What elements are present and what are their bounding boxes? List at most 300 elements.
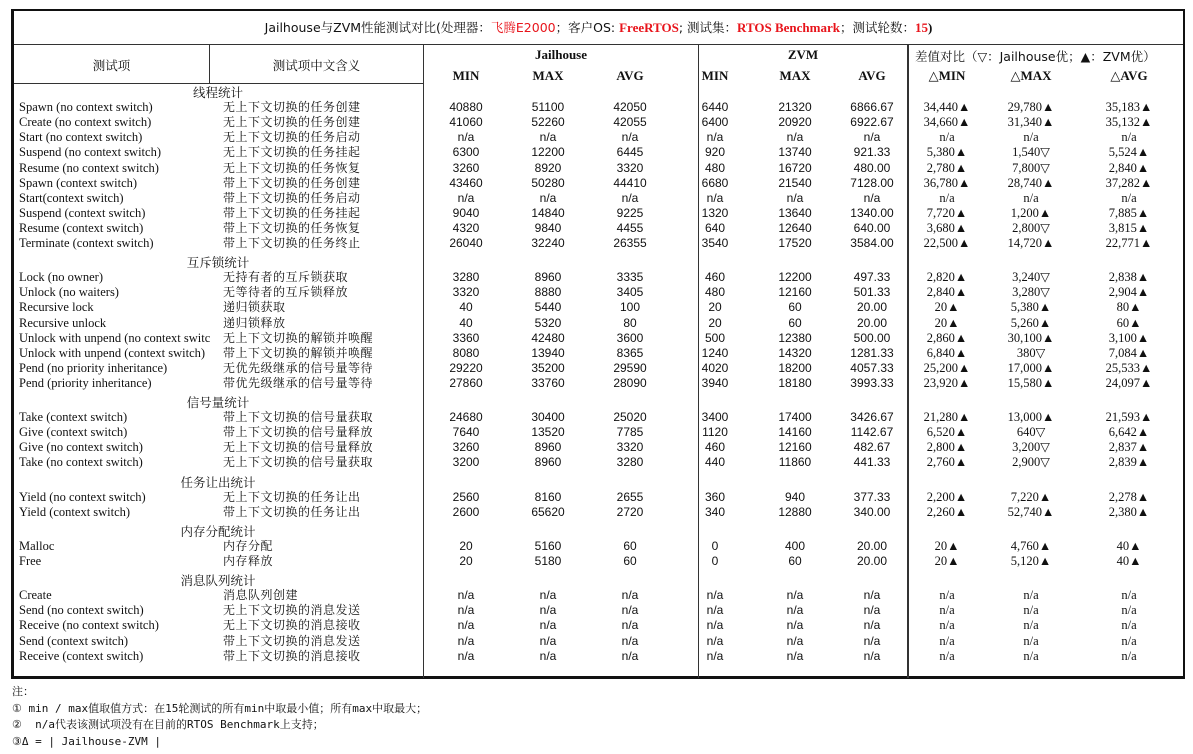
test-item-meaning: 无持有者的互斥锁获取 xyxy=(223,270,349,285)
delta-min: 2,780▲ xyxy=(926,160,968,175)
table-row xyxy=(14,145,1183,160)
jailhouse-avg: 2655 xyxy=(616,489,644,504)
delta-avg: 2,840▲ xyxy=(1108,160,1150,175)
header-test-meaning: 测试项中文含义 xyxy=(272,58,361,73)
zvm-min: 500 xyxy=(704,330,726,345)
jailhouse-max: 8960 xyxy=(534,440,562,455)
table-row xyxy=(14,588,1183,603)
jailhouse-min: 40 xyxy=(459,300,473,315)
zvm-avg: n/a xyxy=(863,130,881,145)
delta-avg: 2,904▲ xyxy=(1108,285,1150,300)
delta-max: 31,340▲ xyxy=(1007,115,1055,130)
zvm-min: 20 xyxy=(708,300,722,315)
test-item-meaning: 带优先级继承的信号量等待 xyxy=(223,375,374,390)
jailhouse-max: 33760 xyxy=(531,375,565,390)
jailhouse-max: 14840 xyxy=(531,205,565,220)
zvm-max: 12880 xyxy=(778,504,812,519)
zvm-avg: n/a xyxy=(863,588,881,603)
zvm-max: 12160 xyxy=(778,440,812,455)
section-title: 消息队列统计 xyxy=(180,573,256,589)
note-1: ① min / max值取值方式：在15轮测试的所有min中取最小值；所有max中取最大； xyxy=(12,701,428,715)
zvm-max: 11860 xyxy=(778,455,812,470)
zvm-min: 3940 xyxy=(701,375,729,390)
delta-max: n/a xyxy=(1023,190,1039,205)
delta-min: 34,440▲ xyxy=(923,100,971,115)
jailhouse-min: 4320 xyxy=(452,220,480,235)
header-z-min: MIN xyxy=(701,68,729,83)
zvm-avg: 4057.33 xyxy=(850,360,894,375)
zvm-max: 20920 xyxy=(778,115,812,130)
jailhouse-avg: n/a xyxy=(621,190,639,205)
header-z-max: MAX xyxy=(779,68,811,83)
jailhouse-avg: 7785 xyxy=(616,425,644,440)
zvm-max: 17520 xyxy=(778,236,812,250)
zvm-max: 60 xyxy=(788,554,802,568)
jailhouse-min: 20 xyxy=(459,538,473,553)
jailhouse-min: 8080 xyxy=(452,345,480,360)
zvm-avg: 3993.33 xyxy=(850,375,894,390)
delta-max: 3,280▽ xyxy=(1012,285,1050,300)
delta-avg: n/a xyxy=(1121,633,1137,648)
delta-min: 20▲ xyxy=(934,538,960,553)
delta-max: 1,540▽ xyxy=(1012,145,1050,160)
zvm-min: 1120 xyxy=(702,425,728,440)
zvm-min: 6680 xyxy=(701,175,729,190)
delta-avg: 7,084▲ xyxy=(1108,345,1150,360)
test-item-meaning: 无上下文切换的任务让出 xyxy=(223,489,361,504)
delta-min: n/a xyxy=(939,648,955,663)
table-row xyxy=(14,376,1183,391)
zvm-max: 12160 xyxy=(778,285,812,300)
zvm-max: 940 xyxy=(784,489,806,504)
delta-max: 7,800▽ xyxy=(1012,160,1050,175)
jailhouse-avg: 2720 xyxy=(616,504,644,519)
jailhouse-avg: 80 xyxy=(623,315,637,330)
zvm-min: n/a xyxy=(706,603,724,618)
delta-min: 36,780▲ xyxy=(923,175,971,190)
header-d-min: △MIN xyxy=(928,68,966,83)
delta-avg: 2,838▲ xyxy=(1108,270,1150,285)
jailhouse-max: 32240 xyxy=(531,236,565,250)
delta-max: n/a xyxy=(1023,618,1039,633)
test-item-meaning: 无优先级继承的信号量等待 xyxy=(223,360,374,375)
test-item-meaning: 带上下文切换的任务恢复 xyxy=(223,220,361,235)
jailhouse-max: 52260 xyxy=(531,115,565,130)
jailhouse-min: 7640 xyxy=(452,425,480,440)
table-row xyxy=(14,130,1183,145)
zvm-max: 13640 xyxy=(778,205,812,220)
zvm-max: 17400 xyxy=(778,410,812,425)
delta-max: n/a xyxy=(1023,130,1039,145)
jailhouse-avg: 3320 xyxy=(616,160,644,175)
jailhouse-max: 9840 xyxy=(534,220,562,235)
delta-max: 380▽ xyxy=(1016,345,1046,360)
test-item-name: Unlock with unpend (context switch) xyxy=(19,345,206,360)
delta-avg: 6,642▲ xyxy=(1108,425,1150,440)
zvm-min: 0 xyxy=(711,554,719,568)
title-sep-3: ；测试轮数： xyxy=(839,20,915,35)
zvm-max: 21320 xyxy=(778,100,812,115)
zvm-max: 18200 xyxy=(778,360,812,375)
zvm-min: n/a xyxy=(706,190,724,205)
delta-avg: 2,837▲ xyxy=(1108,440,1150,455)
delta-max: 30,100▲ xyxy=(1007,330,1055,345)
jailhouse-min: n/a xyxy=(457,588,475,603)
jailhouse-min: 6300 xyxy=(452,145,480,160)
delta-min: n/a xyxy=(939,603,955,618)
jailhouse-max: 8960 xyxy=(534,455,562,470)
header-diff: 差值对比（▽：Jailhouse优；▲：ZVM优） xyxy=(915,49,1156,64)
delta-avg: 7,885▲ xyxy=(1108,205,1150,220)
divider xyxy=(14,83,423,84)
zvm-min: 460 xyxy=(704,270,726,285)
zvm-max: 14320 xyxy=(778,345,812,360)
zvm-min: 360 xyxy=(704,489,726,504)
jailhouse-max: 5160 xyxy=(534,538,562,553)
section-title: 线程统计 xyxy=(192,85,243,100)
zvm-avg: 640.00 xyxy=(853,220,891,235)
test-item-meaning: 带上下文切换的消息发送 xyxy=(223,633,361,648)
table-row xyxy=(14,236,1183,251)
note-heading: 注： xyxy=(12,685,34,698)
zvm-max: 12200 xyxy=(778,270,812,285)
table-row xyxy=(14,634,1183,649)
delta-min: n/a xyxy=(939,618,955,633)
note-3: ③Δ = | Jailhouse-ZVM | xyxy=(12,734,161,748)
table-row xyxy=(14,161,1183,176)
zvm-max: n/a xyxy=(786,588,804,603)
test-item-name: Terminate (context switch) xyxy=(19,236,154,250)
jailhouse-min: 27860 xyxy=(449,375,483,390)
zvm-max: 16720 xyxy=(778,160,812,175)
test-item-name: Create xyxy=(19,588,52,603)
zvm-max: 400 xyxy=(784,538,806,553)
delta-max: 5,260▲ xyxy=(1010,315,1052,330)
jailhouse-avg: n/a xyxy=(621,130,639,145)
delta-max: 29,780▲ xyxy=(1007,100,1055,115)
jailhouse-max: 65620 xyxy=(531,504,565,519)
delta-avg: 25,533▲ xyxy=(1105,360,1153,375)
zvm-min: 480 xyxy=(704,160,726,175)
delta-max: 640▽ xyxy=(1016,425,1046,440)
table-row xyxy=(14,285,1183,300)
jailhouse-min: 3280 xyxy=(452,270,480,285)
test-item-meaning: 无上下文切换的信号量获取 xyxy=(223,455,374,470)
delta-avg: 80▲ xyxy=(1116,300,1142,315)
test-item-meaning: 递归锁释放 xyxy=(223,315,286,330)
jailhouse-min: n/a xyxy=(457,190,475,205)
delta-min: n/a xyxy=(939,588,955,603)
delta-avg: 21,593▲ xyxy=(1105,410,1153,425)
test-item-meaning: 带上下文切换的信号量释放 xyxy=(223,425,374,440)
test-item-name: Resume (context switch) xyxy=(19,220,144,235)
delta-min: n/a xyxy=(939,130,955,145)
delta-min: 20▲ xyxy=(934,300,960,315)
table-row xyxy=(14,425,1183,440)
table-row xyxy=(14,554,1183,569)
test-item-meaning: 带上下文切换的任务终止 xyxy=(223,236,361,250)
zvm-avg: 3426.67 xyxy=(850,410,894,425)
test-item-name: Unlock (no waiters) xyxy=(19,285,119,300)
zvm-min: 20 xyxy=(708,315,722,330)
delta-avg: n/a xyxy=(1121,130,1137,145)
jailhouse-min: 9040 xyxy=(452,205,480,220)
table-row xyxy=(14,300,1183,315)
delta-min: 7,720▲ xyxy=(926,205,968,220)
test-item-name: Take (context switch) xyxy=(19,410,128,425)
zvm-max: 18180 xyxy=(778,375,812,390)
zvm-avg: 6922.67 xyxy=(850,115,894,130)
test-item-name: Take (no context switch) xyxy=(19,455,143,470)
table-row xyxy=(14,346,1183,361)
jailhouse-max: n/a xyxy=(539,603,557,618)
delta-max: n/a xyxy=(1023,603,1039,618)
test-item-name: Recursive unlock xyxy=(19,315,107,330)
test-item-meaning: 无上下文切换的任务挂起 xyxy=(223,145,361,160)
header-zvm: ZVM xyxy=(787,47,819,62)
jailhouse-avg: 25020 xyxy=(613,410,647,425)
zvm-avg: n/a xyxy=(863,648,881,663)
table-row xyxy=(14,455,1183,470)
delta-avg: n/a xyxy=(1121,190,1137,205)
jailhouse-avg: n/a xyxy=(621,648,639,663)
test-item-name: Lock (no owner) xyxy=(19,270,103,285)
title-guest-os: FreeRTOS xyxy=(619,20,679,35)
title-sep-2: ; 测试集： xyxy=(678,20,738,35)
jailhouse-min: n/a xyxy=(457,633,475,648)
table-row xyxy=(14,100,1183,115)
delta-max: 2,900▽ xyxy=(1012,455,1050,470)
zvm-avg: 482.67 xyxy=(853,440,891,455)
jailhouse-avg: 44410 xyxy=(613,175,647,190)
jailhouse-min: 41060 xyxy=(449,115,483,130)
jailhouse-avg: 3280 xyxy=(616,455,644,470)
zvm-avg: 20.00 xyxy=(856,538,888,553)
jailhouse-max: 8160 xyxy=(534,489,562,504)
delta-min: 20▲ xyxy=(934,554,960,568)
test-item-name: Receive (no context switch) xyxy=(19,618,159,633)
jailhouse-avg: n/a xyxy=(621,588,639,603)
jailhouse-min: 24680 xyxy=(449,410,483,425)
header-j-avg: AVG xyxy=(616,68,644,83)
jailhouse-max: 5320 xyxy=(534,315,562,330)
delta-min: 2,200▲ xyxy=(926,489,968,504)
delta-max: n/a xyxy=(1023,648,1039,663)
test-item-meaning: 无上下文切换的消息接收 xyxy=(223,618,361,633)
test-item-name: Resume (no context switch) xyxy=(19,160,159,175)
jailhouse-avg: n/a xyxy=(621,633,639,648)
zvm-avg: 441.33 xyxy=(853,455,891,470)
note-2: ② n/a代表该测试项没有在目前的RTOS Benchmark上支持； xyxy=(12,718,324,731)
jailhouse-max: 42480 xyxy=(531,330,565,345)
jailhouse-min: 3260 xyxy=(452,160,480,175)
zvm-max: n/a xyxy=(786,130,804,145)
delta-max: 15,580▲ xyxy=(1007,375,1055,390)
delta-max: n/a xyxy=(1023,588,1039,603)
test-item-name: Give (context switch) xyxy=(19,425,128,440)
section-title: 任务让出统计 xyxy=(180,474,256,490)
jailhouse-max: 8920 xyxy=(534,160,562,175)
table-row xyxy=(14,191,1183,206)
zvm-min: n/a xyxy=(706,648,724,663)
test-item-name: Free xyxy=(19,554,42,568)
jailhouse-max: n/a xyxy=(539,648,557,663)
zvm-min: 4020 xyxy=(701,360,729,375)
zvm-min: 480 xyxy=(704,285,726,300)
section-header xyxy=(14,475,1183,490)
zvm-min: n/a xyxy=(706,618,724,633)
delta-max: 5,380▲ xyxy=(1010,300,1052,315)
test-item-name: Send (no context switch) xyxy=(19,603,144,618)
test-item-meaning: 无上下文切换的任务启动 xyxy=(223,130,361,145)
jailhouse-min: 29220 xyxy=(449,360,483,375)
test-item-meaning: 无上下文切换的任务创建 xyxy=(223,115,361,130)
zvm-min: 1320 xyxy=(701,205,729,220)
jailhouse-max: n/a xyxy=(539,190,557,205)
zvm-max: 13740 xyxy=(778,145,812,160)
delta-max: n/a xyxy=(1023,633,1039,648)
test-item-meaning: 内存释放 xyxy=(223,554,274,568)
delta-min: 22,500▲ xyxy=(923,236,971,250)
jailhouse-max: 13940 xyxy=(531,345,565,360)
zvm-max: n/a xyxy=(786,618,804,633)
title-prefix: Jailhouse与ZVM性能测试对比(处理器： xyxy=(264,20,491,35)
title-sep-1: ；客户OS: xyxy=(555,20,620,35)
header-j-min: MIN xyxy=(452,68,480,83)
zvm-avg: 921.33 xyxy=(853,145,891,160)
test-item-meaning: 带上下文切换的解锁并唤醒 xyxy=(223,345,374,360)
delta-avg: n/a xyxy=(1121,588,1137,603)
zvm-avg: 501.33 xyxy=(853,285,891,300)
table-row xyxy=(14,440,1183,455)
jailhouse-avg: 4455 xyxy=(616,220,644,235)
delta-avg: 3,815▲ xyxy=(1108,220,1150,235)
jailhouse-avg: n/a xyxy=(621,618,639,633)
jailhouse-min: n/a xyxy=(457,130,475,145)
zvm-avg: 480.00 xyxy=(853,160,891,175)
zvm-min: n/a xyxy=(706,588,724,603)
delta-min: 6,520▲ xyxy=(926,425,968,440)
jailhouse-min: 2600 xyxy=(452,504,480,519)
test-item-name: Receive (context switch) xyxy=(19,648,144,663)
section-title: 内存分配统计 xyxy=(180,523,256,539)
delta-min: 3,680▲ xyxy=(926,220,968,235)
zvm-avg: 20.00 xyxy=(856,554,888,568)
delta-avg: 60▲ xyxy=(1116,315,1142,330)
jailhouse-avg: 8365 xyxy=(616,345,644,360)
jailhouse-avg: 29590 xyxy=(613,360,647,375)
jailhouse-max: n/a xyxy=(539,633,557,648)
zvm-min: 3540 xyxy=(701,236,729,250)
jailhouse-max: 8960 xyxy=(534,270,562,285)
jailhouse-avg: 28090 xyxy=(613,375,647,390)
jailhouse-min: 3360 xyxy=(452,330,480,345)
test-item-name: Suspend (context switch) xyxy=(19,205,146,220)
zvm-avg: 7128.00 xyxy=(850,175,894,190)
zvm-min: n/a xyxy=(706,130,724,145)
zvm-avg: n/a xyxy=(863,618,881,633)
jailhouse-min: 40 xyxy=(459,315,473,330)
delta-min: 23,920▲ xyxy=(923,375,971,390)
zvm-min: 920 xyxy=(704,145,726,160)
title-processor: 飞腾E2000 xyxy=(490,20,556,35)
test-item-meaning: 无上下文切换的信号量释放 xyxy=(223,440,374,455)
test-item-meaning: 递归锁获取 xyxy=(223,300,286,315)
zvm-avg: 6866.67 xyxy=(850,100,894,115)
header-test-item: 测试项 xyxy=(92,58,131,73)
header-jailhouse: Jailhouse xyxy=(534,47,587,62)
jailhouse-avg: n/a xyxy=(621,603,639,618)
jailhouse-min: n/a xyxy=(457,648,475,663)
test-item-meaning: 带上下文切换的任务启动 xyxy=(223,190,361,205)
delta-avg: 5,524▲ xyxy=(1108,145,1150,160)
jailhouse-max: 5180 xyxy=(534,554,562,568)
jailhouse-min: 40880 xyxy=(449,100,483,115)
test-item-meaning: 无等待者的互斥锁释放 xyxy=(223,285,349,300)
jailhouse-min: 20 xyxy=(459,554,473,568)
delta-min: 21,280▲ xyxy=(923,410,971,425)
test-item-meaning: 带上下文切换的任务创建 xyxy=(223,175,361,190)
section-header xyxy=(14,573,1183,588)
zvm-avg: 20.00 xyxy=(856,315,888,330)
zvm-avg: 497.33 xyxy=(853,270,891,285)
delta-min: 5,380▲ xyxy=(926,145,968,160)
zvm-min: 640 xyxy=(704,220,726,235)
footnotes xyxy=(12,684,427,750)
delta-max: 52,740▲ xyxy=(1007,504,1055,519)
zvm-avg: 340.00 xyxy=(853,504,891,519)
delta-avg: 2,839▲ xyxy=(1108,455,1150,470)
zvm-min: 6400 xyxy=(701,115,729,130)
table-row xyxy=(14,361,1183,376)
table-row xyxy=(14,649,1183,664)
jailhouse-avg: 3600 xyxy=(616,330,644,345)
delta-avg: n/a xyxy=(1121,618,1137,633)
jailhouse-min: 26040 xyxy=(449,236,483,250)
header-z-avg: AVG xyxy=(858,68,886,83)
zvm-max: 60 xyxy=(788,315,802,330)
test-item-name: Start(context switch) xyxy=(19,190,124,205)
section-header xyxy=(14,85,1183,100)
test-item-meaning: 带上下文切换的任务挂起 xyxy=(223,205,361,220)
header-j-max: MAX xyxy=(532,68,564,83)
zvm-min: 460 xyxy=(704,440,726,455)
zvm-avg: 3584.00 xyxy=(850,236,894,250)
zvm-avg: n/a xyxy=(863,633,881,648)
jailhouse-avg: 60 xyxy=(623,554,637,568)
jailhouse-avg: 3320 xyxy=(616,440,644,455)
test-item-meaning: 带上下文切换的任务让出 xyxy=(223,504,361,519)
delta-min: 2,760▲ xyxy=(926,455,968,470)
delta-avg: 2,380▲ xyxy=(1108,504,1150,519)
test-item-name: Pend (priority inheritance) xyxy=(19,375,152,390)
test-item-name: Yield (context switch) xyxy=(19,504,131,519)
jailhouse-max: n/a xyxy=(539,588,557,603)
delta-max: 2,800▽ xyxy=(1012,220,1050,235)
delta-avg: 24,097▲ xyxy=(1105,375,1153,390)
jailhouse-min: 43460 xyxy=(449,175,483,190)
delta-avg: 22,771▲ xyxy=(1105,236,1153,250)
delta-avg: 35,183▲ xyxy=(1105,100,1153,115)
table-row xyxy=(14,410,1183,425)
delta-max: 14,720▲ xyxy=(1007,236,1055,250)
delta-avg: 37,282▲ xyxy=(1105,175,1153,190)
jailhouse-max: 50280 xyxy=(531,175,565,190)
delta-max: 1,200▲ xyxy=(1010,205,1052,220)
title-rounds: 15 xyxy=(915,20,928,35)
table-row xyxy=(14,490,1183,505)
delta-max: 28,740▲ xyxy=(1007,175,1055,190)
